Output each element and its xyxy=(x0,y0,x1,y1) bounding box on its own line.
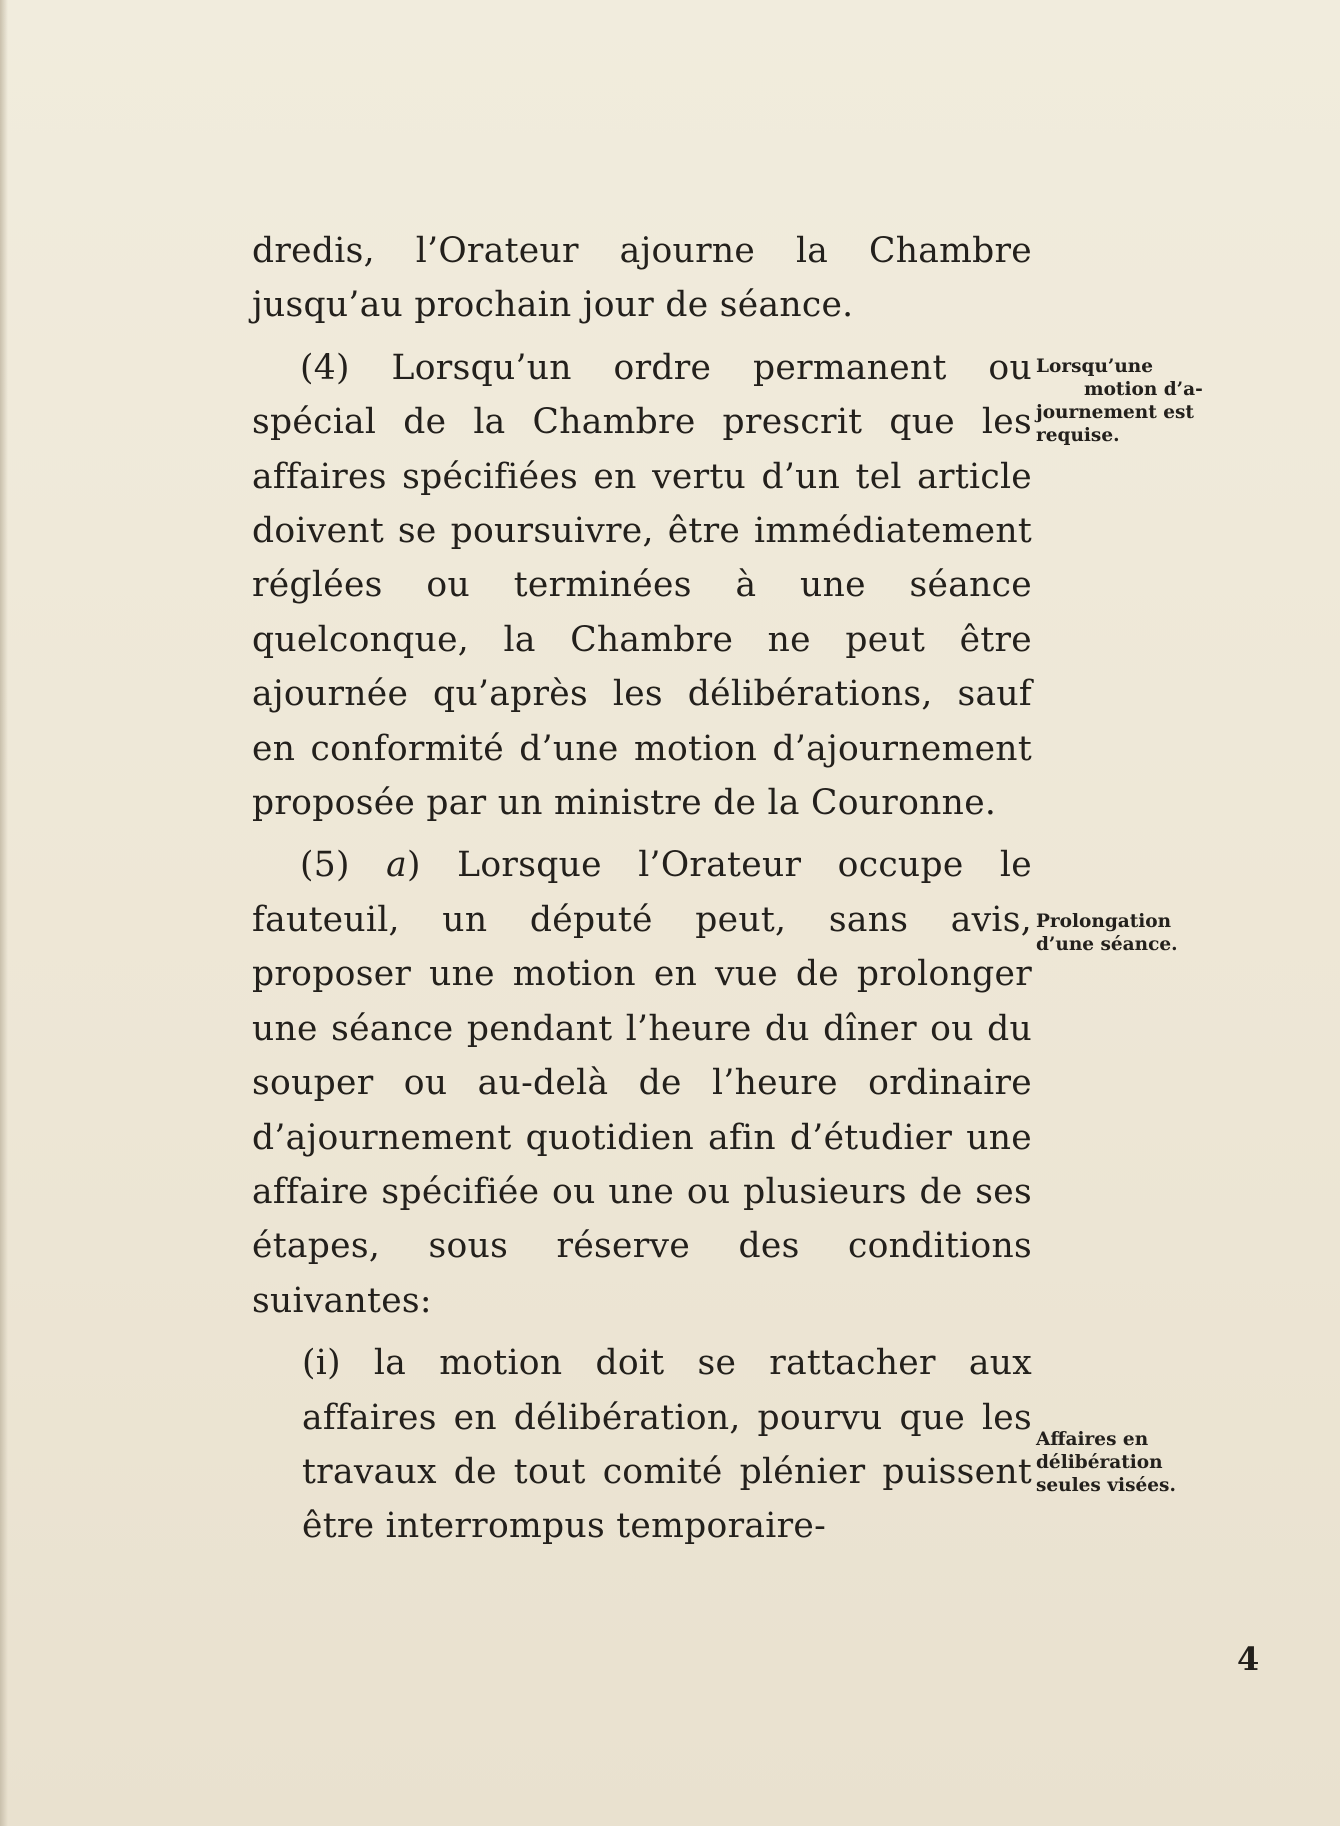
page-edge-shadow xyxy=(0,0,8,1826)
margin-note-line: d’une séance. xyxy=(1036,934,1178,955)
margin-note-line: seules visées. xyxy=(1036,1475,1176,1496)
paragraph-subclause-i xyxy=(252,1336,1032,1554)
margin-note-business-only xyxy=(1036,1428,1176,1497)
margin-note-adjournment-motion xyxy=(1036,355,1203,447)
paragraph-section-4: (4) Lorsqu’un ordre permanent ou spécial de la Chambre prescrit que les affaires spécifiées en vertu d’un tel article doivent se poursuivre, être immédiatement réglées ou terminées à une séance quelconque, la Chambre ne peut être ajournée qu’après les délibérations, sauf en conformité d’une motion d’ajournement proposée par un ministre de la Couronne. xyxy=(252,347,1032,824)
section-5-number: (5) xyxy=(300,845,387,886)
page-number: 4 xyxy=(1237,1640,1260,1678)
paragraph-continuation: dredis, l’Orateur ajourne la Chambre jusqu’au prochain jour de séance. xyxy=(252,231,1032,326)
clause-letter-a: a xyxy=(386,845,408,886)
margin-note-line: journement est xyxy=(1036,402,1194,423)
paragraph-section-5a xyxy=(252,838,1032,1328)
margin-note-line: motion d’a- xyxy=(1084,379,1203,400)
margin-note-extension-of-sitting xyxy=(1036,910,1178,956)
section-5a-text: ) Lorsque l’Orateur occupe le fauteuil, un député peut, sans avis, proposer une motion en vue de prolonger une séance pendant l’heure du dîner ou du souper ou au-delà de l’heure ordinaire d’ajournement quotidien afin d’étudier une affaire spécifiée ou une ou plusieurs de ses étapes, sous réserve des conditions suivantes: xyxy=(252,845,1032,1321)
subclause-i-text: (i) la motion doit se rattacher aux affaires en délibération, pourvu que les travaux de tout comité plénier puissent être interrompus temporaire- xyxy=(302,1343,1032,1547)
margin-note-line: Affaires en xyxy=(1036,1429,1149,1450)
margin-note-line: Lorsqu’une xyxy=(1036,356,1154,377)
margin-note-line: Prolongation xyxy=(1036,911,1172,932)
margin-note-line: délibération xyxy=(1036,1452,1163,1473)
main-text-column xyxy=(252,224,1032,1554)
margin-note-line: requise. xyxy=(1036,425,1120,446)
